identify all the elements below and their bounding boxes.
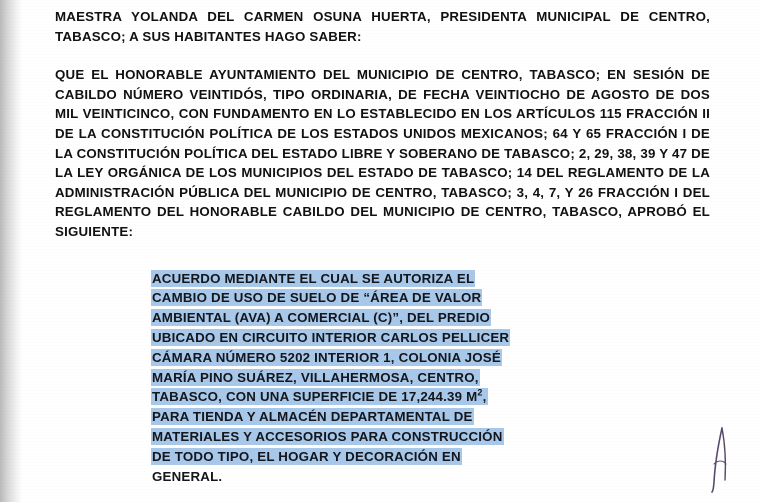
resolution-line-5 xyxy=(152,348,577,368)
resolution-line-1 xyxy=(152,269,577,289)
highlight-span xyxy=(152,389,487,404)
highlight-span: DE TODO TIPO, EL HOGAR Y DECORACIÓN EN xyxy=(152,448,461,464)
resolution-line-6 xyxy=(152,368,577,388)
resolution-line-4 xyxy=(152,328,577,348)
resolution-line-7-comma: , xyxy=(482,389,487,405)
highlight-span: AMBIENTAL (AVA) A COMERCIAL (C)”, DEL PREDIO xyxy=(152,310,491,326)
resolution-line-8 xyxy=(152,407,577,427)
resolution-line-7-text: TABASCO, CON UNA SUPERFICIE DE 17,244.39 M xyxy=(152,389,478,405)
document-body xyxy=(55,7,710,486)
resolution-line-11 xyxy=(152,467,577,487)
superscript-square-meters: 2 xyxy=(477,387,483,398)
handwritten-signature-mark xyxy=(692,424,738,494)
scan-edge-shadow xyxy=(0,0,22,502)
highlight-span: CAMBIO DE USO DE SUELO DE “ÁREA DE VALOR xyxy=(152,290,482,306)
highlight-span: CÁMARA NÚMERO 5202 INTERIOR 1, COLONIA JOSÉ xyxy=(152,349,501,365)
resolution-line-11-text: GENERAL. xyxy=(152,468,223,484)
resolution-line-7 xyxy=(152,387,577,407)
resolution-line-2 xyxy=(152,288,577,308)
paragraph-preamble: MAESTRA YOLANDA DEL CARMEN OSUNA HUERTA, PRESIDENTA MUNICIPAL DE CENTRO, TABASCO; A SUS HABITANTES HAGO SABER: xyxy=(55,9,710,44)
highlight-span: UBICADO EN CIRCUITO INTERIOR CARLOS PELLICER xyxy=(152,329,510,345)
resolution-line-3 xyxy=(152,308,577,328)
paragraph-legal-basis: QUE EL HONORABLE AYUNTAMIENTO DEL MUNICIPIO DE CENTRO, TABASCO; EN SESIÓN DE CABILDO NÚMERO VEINTIDÓS, TIPO ORDINARIA, DE FECHA VEINTIOCHO DE AGOSTO DE DOS MIL VEINTICINCO, CON FUNDAMENTO EN LO ESTABLECIDO EN LOS ARTÍCULOS 115 FRACCIÓN II DE LA CONSTITUCIÓN POLÍTICA DE LOS ESTADOS UNIDOS MEXICANOS; 64 Y 65 FRACCIÓN I DE LA CONSTITUCIÓN POLÍTICA DEL ESTADO LIBRE Y SOBERANO DE TABASCO; 2, 29, 38, 39 Y 47 DE LA LEY ORGÁNICA DE LOS MUNICIPIOS DEL ESTADO DE TABASCO; 14 DEL REGLAMENTO DE LA ADMINISTRACIÓN PÚBLICA DEL MUNICIPIO DE CENTRO, TABASCO; 3, 4, 7, Y 26 FRACCIÓN I DEL REGLAMENTO DEL HONORABLE CABILDO DEL MUNICIPIO DE CENTRO, TABASCO, APROBÓ EL SIGUIENTE: xyxy=(55,67,710,239)
resolution-line-9 xyxy=(152,427,577,447)
highlight-span: ACUERDO MEDIANTE EL CUAL SE AUTORIZA EL xyxy=(152,270,475,286)
highlight-span: PARA TIENDA Y ALMACÉN DEPARTAMENTAL DE xyxy=(152,409,473,425)
resolution-line-10 xyxy=(152,447,577,467)
highlighted-resolution-block xyxy=(152,269,577,487)
highlight-span: MATERIALES Y ACCESORIOS PARA CONSTRUCCIÓN xyxy=(152,428,503,444)
highlight-span: MARÍA PINO SUÁREZ, VILLAHERMOSA, CENTRO, xyxy=(152,369,479,385)
